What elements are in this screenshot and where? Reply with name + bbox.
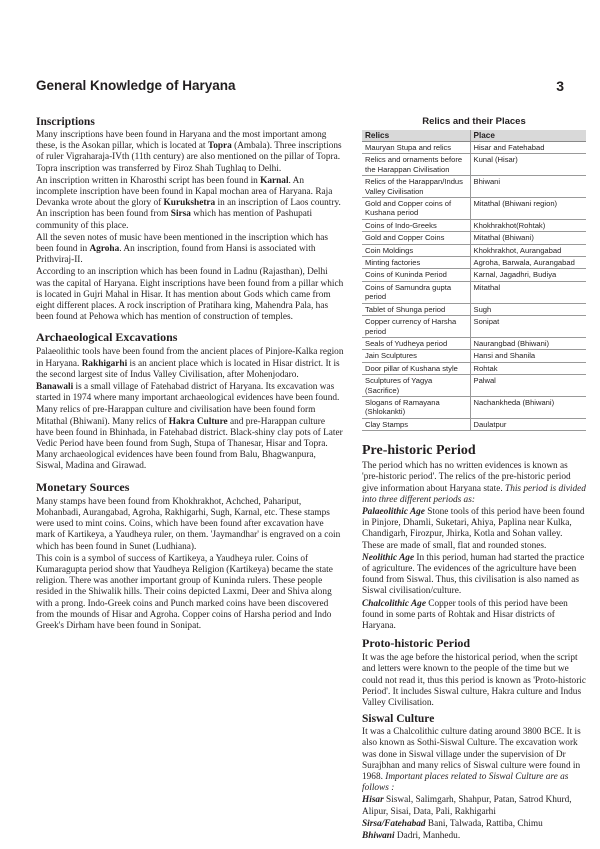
text-run: Important places related to Siswal Culture are as follows : xyxy=(362,772,569,794)
text-run: Chalcolithic Age xyxy=(362,598,426,609)
text-run: It was a Chalcolithic culture dating around 3800 BCE. It is also known as Sothi-Siswal Culture. The excavation work was done in Siswal village under the supervision of Dr Surajbhan and many relics of Siswal culture were found in 1968. xyxy=(362,727,581,783)
text-run: Sirsa/Fatehabad xyxy=(362,818,426,829)
text-run: It was the age before the historical period, when the script and letters were known to the people of the time but we could not read it, thus this period is known as 'Proto-historic Period'. It includes Siswal culture, Hakra culture and Indus Valley Civilisation. xyxy=(362,653,587,709)
text-run: Karnal xyxy=(260,175,289,186)
table-row xyxy=(362,154,586,176)
place-cell: Karnal, Jagadhri, Budiya xyxy=(470,269,586,281)
text-run: Agroha xyxy=(89,244,120,255)
relic-cell: Coins of Indo-Greeks xyxy=(362,219,470,231)
relics-table xyxy=(362,130,586,431)
relic-cell: Coins of Kuninda Period xyxy=(362,269,470,281)
column-header-place: Place xyxy=(470,130,586,142)
section-heading-inscriptions: Inscriptions xyxy=(36,116,95,128)
text-run: Topra xyxy=(207,141,232,152)
table-row xyxy=(362,350,586,362)
text-run: (Ambala). Three inscriptions of ruler Vigraharaja-IVth (11th century) are also mentioned on the pillar of Topra. Topra inscription was transferred by Firoz Shah Tughlaq to Delhi. xyxy=(36,141,342,174)
place-cell: Hansi and Shanila xyxy=(470,350,586,362)
text-run: In this period, human had started the practice of agriculture. The evidences of the agriculture have been found from Siswal. Thus, this civilisation is also named as Siswal civilisation/culture. xyxy=(362,552,585,597)
text-run: Palaeolithic tools have been found from the ancient places of Pinjore-Kalka region in Haryana. xyxy=(36,347,344,369)
relic-cell: Slogans of Ramayana (Shlokankti) xyxy=(362,396,470,418)
text-run: in an inscription of Laos country. An inscription has been found from xyxy=(36,198,341,220)
relic-cell: Minting factories xyxy=(362,257,470,269)
text-run: Dadri, Manhedu. xyxy=(394,831,461,842)
place-cell: Mitathal (Bhiwani) xyxy=(470,232,586,244)
page-header xyxy=(36,78,564,100)
paragraph xyxy=(362,461,586,506)
table-title: Relics and their Places xyxy=(422,116,526,127)
place-cell: Mitathal xyxy=(470,281,586,303)
relic-cell: Gold and Copper Coins xyxy=(362,232,470,244)
paragraph xyxy=(36,554,344,632)
table-row xyxy=(362,232,586,244)
section-heading-siswal: Siswal Culture xyxy=(362,713,435,726)
right-column xyxy=(362,116,586,842)
relic-cell: Gold and Copper coins of Kushana period xyxy=(362,198,470,220)
place-cell: Rohtak xyxy=(470,362,586,374)
text-run: Palaeolithic Age xyxy=(362,506,425,517)
table-row xyxy=(362,337,586,349)
text-run: Hisar xyxy=(362,795,384,806)
relic-cell: Door pillar of Kushana style xyxy=(362,362,470,374)
text-run: is a small village of Fatehabad district of Haryana. Its excavation was started in 1974 where many important archaeological evidences have been found. xyxy=(36,382,340,404)
paragraph xyxy=(362,831,586,842)
text-run: Siswal, Salimgarh, Shahpur, Patan, Satrod Khurd, Alipur, Sisai, Data, Pali, Rakhigarhi xyxy=(362,795,572,817)
table-row xyxy=(362,418,586,430)
relic-cell: Clay Stamps xyxy=(362,418,470,430)
table-body xyxy=(362,142,586,431)
relic-cell: Jain Sculptures xyxy=(362,350,470,362)
paragraph xyxy=(36,382,344,404)
text-run: An inscription written in Kharosthi script has been found in xyxy=(36,175,261,186)
table-row xyxy=(362,142,586,154)
place-cell: Kunal (Hisar) xyxy=(470,154,586,176)
paragraph xyxy=(362,727,586,794)
place-cell: Bhiwani xyxy=(470,176,586,198)
place-cell: Naurangbad (Bhiwani) xyxy=(470,337,586,349)
paragraph xyxy=(36,233,344,267)
table-row xyxy=(362,269,586,281)
text-run: Banawali xyxy=(36,382,74,393)
text-run: Bani, Talwada, Rattiba, Chimu xyxy=(425,818,543,829)
place-cell: Khokhrakhot, Aurangabad xyxy=(470,244,586,256)
table-row xyxy=(362,396,586,418)
section-heading-prehistoric: Pre-historic Period xyxy=(362,443,476,459)
relic-cell: Mauryan Stupa and relics xyxy=(362,142,470,154)
section-heading-archaeology: Archaeological Excavations xyxy=(36,330,178,345)
table-row xyxy=(362,281,586,303)
relic-cell: Tablet of Shunga period xyxy=(362,303,470,315)
running-title: General Knowledge of Haryana xyxy=(36,78,236,93)
table-header-row xyxy=(362,130,586,142)
table-row xyxy=(362,316,586,338)
place-cell: Daulatpur xyxy=(470,418,586,430)
text-run: Many inscriptions have been found in Haryana and the most important among these, is the Asokan pillar, which is located at xyxy=(36,130,327,152)
text-run: Kurukshetra xyxy=(163,198,216,209)
relic-cell: Copper currency of Harsha period xyxy=(362,316,470,338)
paragraph xyxy=(36,497,344,553)
paragraph xyxy=(362,599,586,633)
text-run: The period which has no written evidences is known as 'pre-historic period'. The relics of the pre-historic period give information about Haryana state. xyxy=(362,461,571,494)
text-run: All the seven notes of music have been mentioned in the inscription which has been found in xyxy=(36,232,329,255)
paragraph xyxy=(362,819,586,830)
place-cell: Nachankheda (Bhiwani) xyxy=(470,396,586,418)
relic-cell: Coin Moldings xyxy=(362,244,470,256)
place-cell: Khokhrakhot(Rohtak) xyxy=(470,219,586,231)
relic-cell: Coins of Samundra gupta period xyxy=(362,281,470,303)
relic-cell: Relics and ornaments before the Harappan Civilisation xyxy=(362,154,470,176)
section-heading-protohistoric: Proto-historic Period xyxy=(362,636,471,651)
text-run: and pre-Harappan culture have been found in Bhinhada, in Fatehabad district. Black-shiny clay pots of Later Vedic Period have been found from Sugh, Stupa of Thanesar, Hisar and Topra. Many archaeological evidences have been found from Balu, Bhagwanpura, Siswal, Madina and Girawad. xyxy=(36,416,343,472)
text-run: Bhiwani xyxy=(362,831,395,842)
table-row xyxy=(362,176,586,198)
text-run: Many relics of pre-Harappan culture and civilisation have been found form Mitathal (Bhiwani). Many relics of xyxy=(36,405,316,427)
relic-cell: Relics of the Harappan/Indus Valley Civilisation xyxy=(362,176,470,198)
place-cell: Agroha, Barwala, Aurangabad xyxy=(470,257,586,269)
table-row xyxy=(362,219,586,231)
table-row xyxy=(362,198,586,220)
text-run: This period is divided into three different periods as: xyxy=(362,483,586,505)
place-cell: Sugh xyxy=(470,303,586,315)
place-cell: Hisar and Fatehabad xyxy=(470,142,586,154)
relic-cell: Seals of Yudheya period xyxy=(362,337,470,349)
paragraph xyxy=(36,405,344,472)
table-row xyxy=(362,375,586,397)
paragraph xyxy=(36,267,344,323)
table-row xyxy=(362,303,586,315)
paragraph xyxy=(36,347,344,381)
text-run: . An incomplete inscription have been found in Kapal mochan area of Haryana. Raja Devanka wrote about the glory of xyxy=(36,175,333,209)
paragraph xyxy=(362,507,586,552)
place-cell: Mitathal (Bhiwani region) xyxy=(470,198,586,220)
paragraph xyxy=(362,653,586,709)
table-row xyxy=(362,244,586,256)
place-cell: Palwal xyxy=(470,375,586,397)
paragraph xyxy=(362,795,586,817)
text-run: Stone tools of this period have been found in Pinjore, Dhamli, Suketari, Ahiya, Paplina near Kulka, Chandigarh, Firozpur, Jhirka, Kotla and Sohan valley. These are made of small, flat and rounded stones. xyxy=(362,506,585,551)
text-run: is an ancient place which is located in Hisar district. It is the second largest site of Indus Valley Civilisation, after Mohenjodaro. xyxy=(36,358,340,380)
paragraph xyxy=(36,176,344,232)
text-run: . An inscription, found from Hansi is associated with Prithviraj-II. xyxy=(36,244,316,266)
relic-cell: Sculptures of Yagya (Sacrifice) xyxy=(362,375,470,397)
table-row xyxy=(362,257,586,269)
left-column xyxy=(36,116,344,632)
column-header-relics: Relics xyxy=(362,130,470,142)
text-run: Copper tools of this period have been found in some parts of Rohtak and Hisar districts of Haryana. xyxy=(362,598,568,631)
section-heading-monetary: Monetary Sources xyxy=(36,479,130,494)
text-run: which has mention of Pashupati community of this place. xyxy=(36,209,313,231)
text-run: Rakhigarhi xyxy=(81,358,128,369)
text-run: Hakra Culture xyxy=(168,416,228,427)
table-row xyxy=(362,362,586,374)
text-run: Many stamps have been found from Khokhrakhot, Achched, Pahariput, Mohanbadi, Aurangabad, Agroha, Rakhigarhi, Sugh, Karnal, etc. These stamps were used to mint coins. Coins, which have been found after excavation have mark of Kartikeya, a Yaudheya ruler, on them. 'Jaymandhar' is engraved on a coin which has been found in Sunet (Ludhiana). xyxy=(36,496,341,552)
text-run: Neolithic Age xyxy=(362,552,415,563)
page-number: 3 xyxy=(556,78,564,94)
text-run: According to an inscription which has been found in Ladnu (Rajasthan), Delhi was the capital of Haryana. Eight inscriptions have been found from a pillar which is located in Gujri Mahal in Hisar. It has mention about Gods which came from eight different places. A rock inscription of Pratihara king, Mahendra Pala, has been found at Pehowa which has mention of construction of temples. xyxy=(36,267,344,323)
paragraph xyxy=(362,553,586,598)
text-run: Sirsa xyxy=(170,209,191,220)
paragraph xyxy=(36,130,344,175)
text-run: This coin is a symbol of success of Kartikeya, a Yaudheya ruler. Coins of Kumaragupta period show that Yaudheya Religion (Kartikeya) became the state religion. There was another important group of Kuninda rulers. These people resided in the Shiwalik hills. Their coins depicted Laxmi, Deer and Shiva along with a prong. Indo-Greek coins and Punch marked coins have been discovered from the mounds of Hisar and Agroha. Copper coins of Harsha period and Indo Greek's Dirham have been found in Sonipat. xyxy=(36,553,333,631)
place-cell: Sonipat xyxy=(470,316,586,338)
